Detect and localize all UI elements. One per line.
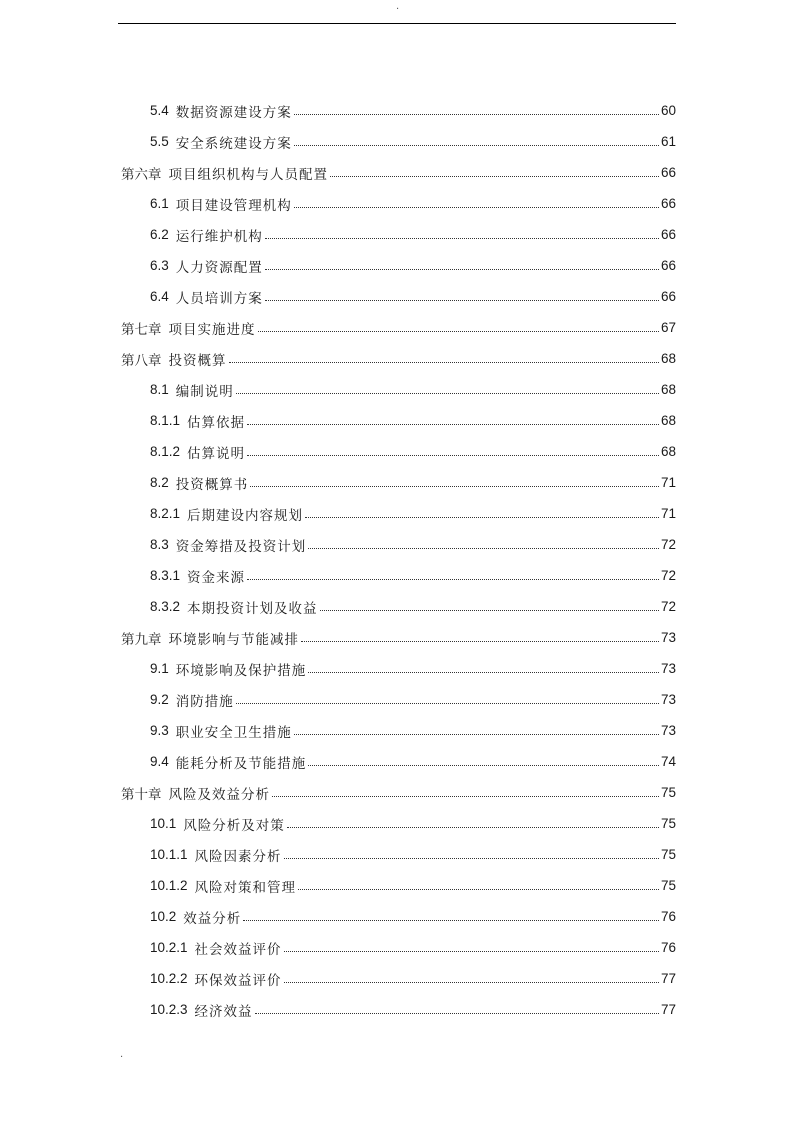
toc-link[interactable]	[150, 256, 676, 276]
toc-page-number: 66	[660, 289, 676, 304]
toc-title: 安全系统建设方案	[175, 135, 292, 152]
toc-title: 经济效益	[194, 1003, 253, 1020]
toc-section-entry	[0, 374, 793, 405]
toc-dot-leader	[284, 951, 659, 952]
toc-page-number: 77	[660, 971, 676, 986]
toc-page-number: 71	[660, 506, 676, 521]
toc-section-entry	[0, 281, 793, 312]
toc-number: 9.1	[150, 661, 169, 676]
toc-title: 职业安全卫生措施	[175, 724, 292, 741]
footer-mark: .	[120, 1049, 124, 1060]
toc-dot-leader	[301, 641, 659, 642]
toc-section-entry	[0, 498, 793, 529]
toc-title: 数据资源建设方案	[175, 104, 292, 121]
toc-link[interactable]	[150, 907, 676, 927]
toc-section-entry	[0, 560, 793, 591]
toc-section-entry	[0, 436, 793, 467]
toc-title: 能耗分析及节能措施	[175, 755, 307, 772]
toc-dot-leader	[305, 517, 659, 518]
toc-number: 10.1	[150, 816, 177, 831]
toc-title: 效益分析	[183, 910, 242, 927]
toc-dot-leader	[284, 858, 659, 859]
toc-page-number: 68	[660, 382, 676, 397]
toc-section-entry	[0, 467, 793, 498]
toc-link[interactable]	[150, 659, 676, 679]
toc-dot-leader	[298, 889, 659, 890]
toc-number: 第六章	[121, 166, 162, 182]
toc-dot-leader	[308, 548, 659, 549]
toc-link[interactable]	[150, 287, 676, 307]
toc-link[interactable]	[150, 473, 676, 493]
toc-link[interactable]	[121, 349, 676, 369]
toc-number: 10.2.1	[150, 940, 188, 955]
toc-page-number: 77	[660, 1002, 676, 1017]
toc-section-entry	[0, 95, 793, 126]
toc-page-number: 75	[660, 847, 676, 862]
toc-page-number: 60	[660, 103, 676, 118]
toc-dot-leader	[294, 207, 659, 208]
toc-link[interactable]	[150, 535, 676, 555]
toc-page-number: 72	[660, 537, 676, 552]
toc-section-entry	[0, 126, 793, 157]
toc-dot-leader	[294, 114, 659, 115]
toc-number: 第七章	[121, 321, 162, 337]
toc-number: 5.5	[150, 134, 169, 149]
toc-page-number: 66	[660, 258, 676, 273]
toc-link[interactable]	[150, 597, 676, 617]
toc-page-number: 66	[660, 227, 676, 242]
toc-title: 项目实施进度	[168, 321, 256, 338]
toc-section-entry	[0, 529, 793, 560]
toc-link[interactable]	[150, 938, 676, 958]
toc-section-entry	[0, 219, 793, 250]
toc-title: 编制说明	[175, 383, 234, 400]
toc-number: 8.3	[150, 537, 169, 552]
toc-title: 运行维护机构	[175, 228, 263, 245]
toc-link[interactable]	[150, 101, 676, 121]
toc-title: 项目建设管理机构	[175, 197, 292, 214]
toc-dot-leader	[250, 486, 659, 487]
toc-link[interactable]	[150, 442, 676, 462]
toc-dot-leader	[247, 455, 659, 456]
toc-title: 项目组织机构与人员配置	[168, 166, 328, 183]
toc-link[interactable]	[150, 814, 676, 834]
toc-link[interactable]	[150, 721, 676, 741]
toc-link[interactable]	[150, 876, 676, 896]
header-mark: .	[396, 1, 400, 12]
toc-section-entry	[0, 653, 793, 684]
toc-title: 资金筹措及投资计划	[175, 538, 307, 555]
toc-section-entry	[0, 405, 793, 436]
toc-number: 第九章	[121, 631, 162, 647]
toc-number: 6.2	[150, 227, 169, 242]
toc-page-number: 74	[660, 754, 676, 769]
toc-number: 8.2.1	[150, 506, 181, 521]
toc-number: 第十章	[121, 786, 162, 802]
toc-section-entry	[0, 839, 793, 870]
toc-dot-leader	[265, 269, 659, 270]
toc-page-number: 75	[660, 878, 676, 893]
toc-dot-leader	[247, 579, 659, 580]
toc-chapter-entry	[0, 777, 793, 808]
toc-title: 环保效益评价	[194, 972, 282, 989]
toc-number: 10.2.3	[150, 1002, 188, 1017]
toc-number: 8.1.1	[150, 413, 181, 428]
header-rule	[118, 23, 676, 24]
toc-link[interactable]	[121, 628, 676, 648]
toc-dot-leader	[294, 145, 659, 146]
toc-page-number: 71	[660, 475, 676, 490]
toc-number: 8.1	[150, 382, 169, 397]
toc-title: 风险对策和管理	[194, 879, 297, 896]
toc-dot-leader	[229, 362, 659, 363]
toc-dot-leader	[236, 393, 659, 394]
toc-section-entry	[0, 188, 793, 219]
toc-page-number: 68	[660, 444, 676, 459]
toc-title: 后期建设内容规划	[187, 507, 304, 524]
toc-number: 5.4	[150, 103, 169, 118]
toc-page-number: 66	[660, 165, 676, 180]
toc-page-number: 61	[660, 134, 676, 149]
toc-title: 本期投资计划及收益	[187, 600, 318, 617]
toc-section-entry	[0, 932, 793, 963]
toc-number: 8.2	[150, 475, 169, 490]
toc-number: 8.3.2	[150, 599, 181, 614]
toc-link[interactable]	[150, 690, 676, 710]
toc-number: 8.1.2	[150, 444, 181, 459]
toc-link[interactable]	[121, 318, 676, 338]
toc-section-entry	[0, 250, 793, 281]
toc-page-number: 68	[660, 351, 676, 366]
toc-link[interactable]	[121, 783, 676, 803]
toc-chapter-entry	[0, 157, 793, 188]
toc-section-entry	[0, 684, 793, 715]
toc-dot-leader	[330, 176, 659, 177]
toc-page-number: 73	[660, 661, 676, 676]
toc-section-entry	[0, 746, 793, 777]
toc-number: 6.4	[150, 289, 169, 304]
toc-number: 9.3	[150, 723, 169, 738]
toc-dot-leader	[243, 920, 659, 921]
toc-dot-leader	[308, 672, 659, 673]
toc-page-number: 72	[660, 568, 676, 583]
toc-title: 人员培训方案	[175, 290, 263, 307]
toc-title: 风险及效益分析	[168, 786, 270, 803]
toc-page-number: 72	[660, 599, 676, 614]
toc-link[interactable]	[150, 380, 676, 400]
toc-dot-leader	[236, 703, 659, 704]
toc-number: 10.1.2	[150, 878, 188, 893]
toc-page-number: 73	[660, 630, 676, 645]
toc-page-number: 73	[660, 723, 676, 738]
toc-page-number: 76	[660, 940, 676, 955]
toc-page-number: 66	[660, 196, 676, 211]
toc-dot-leader	[294, 734, 659, 735]
toc-link[interactable]	[121, 163, 676, 183]
toc-title: 风险分析及对策	[183, 817, 285, 834]
toc-title: 环境影响及保护措施	[175, 662, 307, 679]
toc-page-number: 76	[660, 909, 676, 924]
toc-link[interactable]	[150, 194, 676, 214]
toc-chapter-entry	[0, 343, 793, 374]
toc-number: 9.2	[150, 692, 169, 707]
toc-dot-leader	[247, 424, 659, 425]
toc-section-entry	[0, 870, 793, 901]
toc-page-number: 75	[660, 785, 676, 800]
toc-section-entry	[0, 963, 793, 994]
toc-dot-leader	[287, 827, 659, 828]
toc-chapter-entry	[0, 622, 793, 653]
toc-dot-leader	[265, 300, 659, 301]
toc-section-entry	[0, 715, 793, 746]
toc-link[interactable]	[150, 1000, 676, 1020]
toc-title: 环境影响与节能减排	[168, 631, 299, 648]
toc-number: 10.1.1	[150, 847, 188, 862]
toc-page-number: 67	[660, 320, 676, 335]
toc-number: 10.2	[150, 909, 177, 924]
toc-number: 10.2.2	[150, 971, 188, 986]
table-of-contents	[0, 95, 793, 1025]
toc-title: 消防措施	[175, 693, 234, 710]
toc-dot-leader	[272, 796, 659, 797]
toc-link[interactable]	[150, 969, 676, 989]
toc-title: 估算说明	[187, 445, 246, 462]
toc-title: 投资概算书	[175, 476, 249, 493]
toc-section-entry	[0, 994, 793, 1025]
toc-dot-leader	[320, 610, 659, 611]
toc-section-entry	[0, 901, 793, 932]
toc-dot-leader	[255, 1013, 659, 1014]
toc-title: 风险因素分析	[194, 848, 282, 865]
toc-dot-leader	[284, 982, 659, 983]
toc-link[interactable]	[150, 225, 676, 245]
toc-title: 社会效益评价	[194, 941, 282, 958]
toc-dot-leader	[265, 238, 659, 239]
toc-chapter-entry	[0, 312, 793, 343]
toc-link[interactable]	[150, 845, 676, 865]
toc-dot-leader	[308, 765, 659, 766]
toc-page-number: 68	[660, 413, 676, 428]
toc-number: 9.4	[150, 754, 169, 769]
toc-link[interactable]	[150, 504, 676, 524]
toc-number: 6.3	[150, 258, 169, 273]
toc-link[interactable]	[150, 566, 676, 586]
toc-page-number: 73	[660, 692, 676, 707]
toc-title: 投资概算	[168, 352, 227, 369]
toc-page-number: 75	[660, 816, 676, 831]
toc-number: 8.3.1	[150, 568, 181, 583]
toc-link[interactable]	[150, 411, 676, 431]
toc-link[interactable]	[150, 752, 676, 772]
toc-title: 资金来源	[187, 569, 246, 586]
toc-title: 人力资源配置	[175, 259, 263, 276]
toc-number: 第八章	[121, 352, 162, 368]
toc-section-entry	[0, 591, 793, 622]
toc-title: 估算依据	[187, 414, 246, 431]
toc-section-entry	[0, 808, 793, 839]
toc-link[interactable]	[150, 132, 676, 152]
toc-dot-leader	[258, 331, 659, 332]
toc-number: 6.1	[150, 196, 169, 211]
